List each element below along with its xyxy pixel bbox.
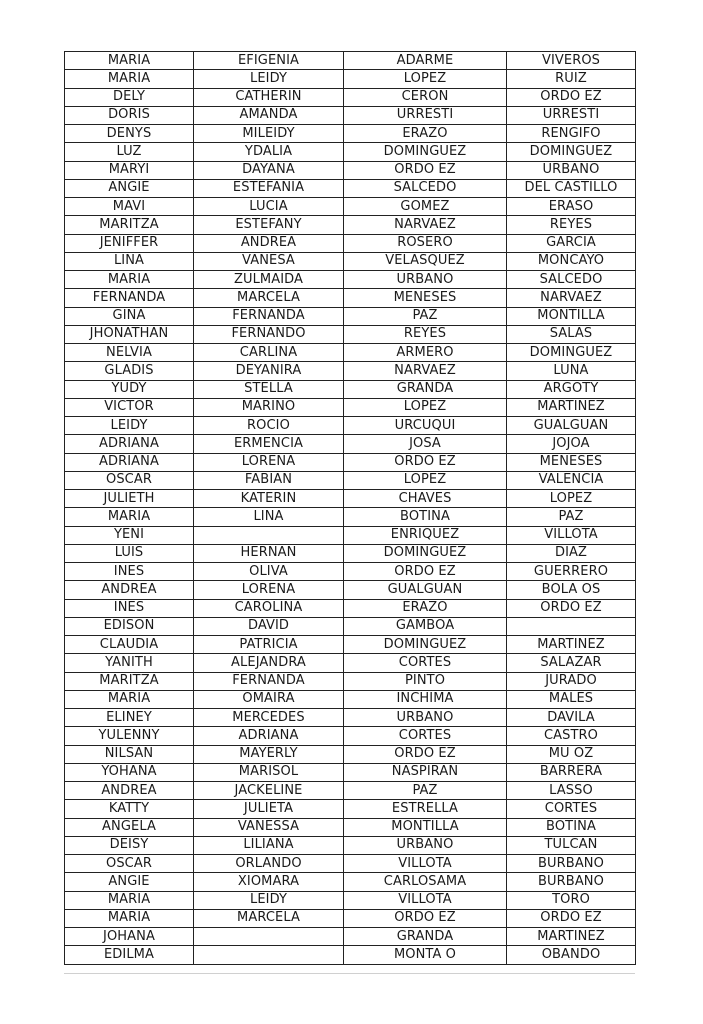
first-name-cell: INES	[65, 563, 194, 581]
second-name-cell: LEIDY	[194, 891, 344, 909]
first-surname-cell: GUALGUAN	[344, 581, 507, 599]
second-surname-cell: ORDO EZ	[507, 599, 636, 617]
second-surname-cell: BURBANO	[507, 873, 636, 891]
table-row	[65, 654, 636, 672]
table-row	[65, 398, 636, 416]
first-name-cell: JHONATHAN	[65, 325, 194, 343]
second-name-cell: ORLANDO	[194, 855, 344, 873]
first-name-cell: JOHANA	[65, 928, 194, 946]
second-name-cell: ZULMAIDA	[194, 271, 344, 289]
second-surname-cell: DIAZ	[507, 544, 636, 562]
first-surname-cell: URBANO	[344, 709, 507, 727]
table-row	[65, 818, 636, 836]
table-row	[65, 271, 636, 289]
first-name-cell: ANDREA	[65, 782, 194, 800]
table-row	[65, 453, 636, 471]
second-surname-cell: OBANDO	[507, 946, 636, 964]
first-surname-cell: DOMINGUEZ	[344, 544, 507, 562]
first-surname-cell: NARVAEZ	[344, 216, 507, 234]
first-surname-cell: NASPIRAN	[344, 763, 507, 781]
second-surname-cell: GUERRERO	[507, 563, 636, 581]
first-surname-cell: CORTES	[344, 727, 507, 745]
first-name-cell: DENYS	[65, 125, 194, 143]
second-name-cell: ALEJANDRA	[194, 654, 344, 672]
first-name-cell: YUDY	[65, 380, 194, 398]
second-surname-cell: MARTINEZ	[507, 928, 636, 946]
second-surname-cell: SALAS	[507, 325, 636, 343]
table-row	[65, 690, 636, 708]
table-row	[65, 563, 636, 581]
first-surname-cell: ENRIQUEZ	[344, 526, 507, 544]
table-row	[65, 727, 636, 745]
first-surname-cell: MONTA O	[344, 946, 507, 964]
first-surname-cell: ARMERO	[344, 344, 507, 362]
table-row	[65, 891, 636, 909]
second-name-cell: XIOMARA	[194, 873, 344, 891]
second-surname-cell: MONCAYO	[507, 252, 636, 270]
first-surname-cell: GRANDA	[344, 928, 507, 946]
table-row	[65, 709, 636, 727]
second-surname-cell: LASSO	[507, 782, 636, 800]
second-name-cell: FERNANDO	[194, 325, 344, 343]
first-name-cell: EDISON	[65, 617, 194, 635]
second-surname-cell: JOJOA	[507, 435, 636, 453]
second-surname-cell: ARGOTY	[507, 380, 636, 398]
first-name-cell: CLAUDIA	[65, 636, 194, 654]
second-surname-cell: SALCEDO	[507, 271, 636, 289]
table-row	[65, 216, 636, 234]
table-row	[65, 179, 636, 197]
first-surname-cell: LOPEZ	[344, 398, 507, 416]
first-name-cell: DELY	[65, 88, 194, 106]
first-name-cell: EDILMA	[65, 946, 194, 964]
first-name-cell: MAVI	[65, 198, 194, 216]
first-surname-cell: CERON	[344, 88, 507, 106]
second-name-cell: MARCELA	[194, 909, 344, 927]
first-name-cell: DORIS	[65, 106, 194, 124]
first-name-cell: ELINEY	[65, 709, 194, 727]
second-name-cell: JULIETA	[194, 800, 344, 818]
table-row	[65, 855, 636, 873]
second-surname-cell	[507, 617, 636, 635]
first-surname-cell: ORDO EZ	[344, 161, 507, 179]
first-name-cell: MARIA	[65, 508, 194, 526]
first-surname-cell: ERAZO	[344, 125, 507, 143]
second-name-cell: ESTEFANIA	[194, 179, 344, 197]
second-surname-cell: GARCIA	[507, 234, 636, 252]
table-row	[65, 508, 636, 526]
first-surname-cell: PAZ	[344, 782, 507, 800]
second-name-cell: PATRICIA	[194, 636, 344, 654]
table-row	[65, 125, 636, 143]
second-surname-cell: VALENCIA	[507, 471, 636, 489]
second-name-cell	[194, 928, 344, 946]
second-name-cell: KATERIN	[194, 490, 344, 508]
first-surname-cell: URBANO	[344, 836, 507, 854]
table-row	[65, 234, 636, 252]
second-surname-cell: DOMINGUEZ	[507, 344, 636, 362]
second-surname-cell: LOPEZ	[507, 490, 636, 508]
first-surname-cell: URBANO	[344, 271, 507, 289]
first-surname-cell: GOMEZ	[344, 198, 507, 216]
second-name-cell: ERMENCIA	[194, 435, 344, 453]
second-surname-cell: DEL CASTILLO	[507, 179, 636, 197]
first-surname-cell: ORDO EZ	[344, 453, 507, 471]
second-name-cell: ESTEFANY	[194, 216, 344, 234]
table-row	[65, 198, 636, 216]
first-name-cell: YENI	[65, 526, 194, 544]
second-surname-cell: MONTILLA	[507, 307, 636, 325]
second-name-cell: LORENA	[194, 581, 344, 599]
first-name-cell: NILSAN	[65, 745, 194, 763]
second-surname-cell: ERASO	[507, 198, 636, 216]
first-name-cell: ANDREA	[65, 581, 194, 599]
first-name-cell: ANGELA	[65, 818, 194, 836]
second-name-cell: LORENA	[194, 453, 344, 471]
second-name-cell: OLIVA	[194, 563, 344, 581]
second-name-cell: MAYERLY	[194, 745, 344, 763]
second-surname-cell: VILLOTA	[507, 526, 636, 544]
first-name-cell: OSCAR	[65, 471, 194, 489]
second-surname-cell: VIVEROS	[507, 52, 636, 70]
first-name-cell: MARIA	[65, 909, 194, 927]
table-row	[65, 581, 636, 599]
second-surname-cell: LUNA	[507, 362, 636, 380]
second-surname-cell: ORDO EZ	[507, 88, 636, 106]
second-name-cell: FERNANDA	[194, 672, 344, 690]
first-surname-cell: PAZ	[344, 307, 507, 325]
first-name-cell: YANITH	[65, 654, 194, 672]
second-surname-cell: BURBANO	[507, 855, 636, 873]
table-row	[65, 672, 636, 690]
first-name-cell: OSCAR	[65, 855, 194, 873]
first-name-cell: LEIDY	[65, 417, 194, 435]
second-surname-cell: URBANO	[507, 161, 636, 179]
second-name-cell: DEYANIRA	[194, 362, 344, 380]
footer-divider	[64, 973, 635, 974]
table-row	[65, 599, 636, 617]
table-row	[65, 106, 636, 124]
first-surname-cell: NARVAEZ	[344, 362, 507, 380]
table-row	[65, 143, 636, 161]
table-row	[65, 52, 636, 70]
table-row	[65, 909, 636, 927]
first-name-cell: MARIA	[65, 690, 194, 708]
second-surname-cell: GUALGUAN	[507, 417, 636, 435]
first-name-cell: JULIETH	[65, 490, 194, 508]
second-surname-cell: MARTINEZ	[507, 398, 636, 416]
second-name-cell	[194, 946, 344, 964]
second-surname-cell: MALES	[507, 690, 636, 708]
second-surname-cell: DOMINGUEZ	[507, 143, 636, 161]
table-row	[65, 946, 636, 964]
first-name-cell: MARIA	[65, 891, 194, 909]
second-surname-cell: ORDO EZ	[507, 909, 636, 927]
first-surname-cell: MONTILLA	[344, 818, 507, 836]
first-name-cell: MARIA	[65, 271, 194, 289]
second-name-cell: MILEIDY	[194, 125, 344, 143]
first-surname-cell: LOPEZ	[344, 471, 507, 489]
table-row	[65, 782, 636, 800]
first-surname-cell: ORDO EZ	[344, 909, 507, 927]
first-surname-cell: URCUQUI	[344, 417, 507, 435]
table-row	[65, 344, 636, 362]
first-name-cell: MARIA	[65, 70, 194, 88]
first-surname-cell: ROSERO	[344, 234, 507, 252]
names-table	[64, 51, 636, 965]
second-surname-cell: NARVAEZ	[507, 289, 636, 307]
second-name-cell: ADRIANA	[194, 727, 344, 745]
second-name-cell: DAYANA	[194, 161, 344, 179]
first-name-cell: VICTOR	[65, 398, 194, 416]
table-row	[65, 307, 636, 325]
second-surname-cell: DAVILA	[507, 709, 636, 727]
first-name-cell: ADRIANA	[65, 435, 194, 453]
first-surname-cell: ESTRELLA	[344, 800, 507, 818]
first-surname-cell: ORDO EZ	[344, 745, 507, 763]
table-row	[65, 763, 636, 781]
second-name-cell: STELLA	[194, 380, 344, 398]
table-row	[65, 252, 636, 270]
table-row	[65, 873, 636, 891]
second-name-cell: FABIAN	[194, 471, 344, 489]
second-name-cell: FERNANDA	[194, 307, 344, 325]
first-surname-cell: URRESTI	[344, 106, 507, 124]
second-name-cell: YDALIA	[194, 143, 344, 161]
second-name-cell: CATHERIN	[194, 88, 344, 106]
second-name-cell: ANDREA	[194, 234, 344, 252]
table-row	[65, 161, 636, 179]
second-name-cell: LUCIA	[194, 198, 344, 216]
second-name-cell: ROCIO	[194, 417, 344, 435]
first-surname-cell: JOSA	[344, 435, 507, 453]
second-surname-cell: CORTES	[507, 800, 636, 818]
first-surname-cell: DOMINGUEZ	[344, 636, 507, 654]
first-name-cell: MARYI	[65, 161, 194, 179]
second-name-cell: HERNAN	[194, 544, 344, 562]
table-row	[65, 471, 636, 489]
second-name-cell: CAROLINA	[194, 599, 344, 617]
first-name-cell: LUIS	[65, 544, 194, 562]
first-name-cell: NELVIA	[65, 344, 194, 362]
first-name-cell: GLADIS	[65, 362, 194, 380]
first-name-cell: ANGIE	[65, 179, 194, 197]
table-row	[65, 362, 636, 380]
first-surname-cell: INCHIMA	[344, 690, 507, 708]
table-row	[65, 745, 636, 763]
second-surname-cell: SALAZAR	[507, 654, 636, 672]
second-name-cell: MERCEDES	[194, 709, 344, 727]
first-surname-cell: GRANDA	[344, 380, 507, 398]
second-name-cell: DAVID	[194, 617, 344, 635]
first-name-cell: FERNANDA	[65, 289, 194, 307]
second-surname-cell: REYES	[507, 216, 636, 234]
second-surname-cell: PAZ	[507, 508, 636, 526]
second-surname-cell: MENESES	[507, 453, 636, 471]
first-surname-cell: BOTINA	[344, 508, 507, 526]
first-name-cell: MARITZA	[65, 672, 194, 690]
second-surname-cell: RUIZ	[507, 70, 636, 88]
second-name-cell: OMAIRA	[194, 690, 344, 708]
first-name-cell: DEISY	[65, 836, 194, 854]
table-row	[65, 544, 636, 562]
first-surname-cell: VELASQUEZ	[344, 252, 507, 270]
table-row	[65, 800, 636, 818]
table-row	[65, 490, 636, 508]
second-name-cell: LINA	[194, 508, 344, 526]
table-row	[65, 289, 636, 307]
second-surname-cell: RENGIFO	[507, 125, 636, 143]
names-table-body	[65, 52, 636, 965]
first-name-cell: ADRIANA	[65, 453, 194, 471]
table-row	[65, 325, 636, 343]
second-surname-cell: CASTRO	[507, 727, 636, 745]
first-surname-cell: VILLOTA	[344, 891, 507, 909]
first-surname-cell: VILLOTA	[344, 855, 507, 873]
first-surname-cell: ADARME	[344, 52, 507, 70]
second-name-cell: EFIGENIA	[194, 52, 344, 70]
first-name-cell: MARIA	[65, 52, 194, 70]
second-name-cell: CARLINA	[194, 344, 344, 362]
table-row	[65, 928, 636, 946]
table-row	[65, 70, 636, 88]
first-surname-cell: ORDO EZ	[344, 563, 507, 581]
second-surname-cell: MARTINEZ	[507, 636, 636, 654]
second-surname-cell: BOLA OS	[507, 581, 636, 599]
first-name-cell: LINA	[65, 252, 194, 270]
second-surname-cell: BARRERA	[507, 763, 636, 781]
second-surname-cell: JURADO	[507, 672, 636, 690]
first-name-cell: KATTY	[65, 800, 194, 818]
first-surname-cell: MENESES	[344, 289, 507, 307]
first-surname-cell: DOMINGUEZ	[344, 143, 507, 161]
table-row	[65, 526, 636, 544]
first-name-cell: JENIFFER	[65, 234, 194, 252]
second-name-cell: MARCELA	[194, 289, 344, 307]
table-row	[65, 417, 636, 435]
first-surname-cell: CARLOSAMA	[344, 873, 507, 891]
second-name-cell: JACKELINE	[194, 782, 344, 800]
first-name-cell: YULENNY	[65, 727, 194, 745]
second-name-cell: VANESA	[194, 252, 344, 270]
second-name-cell	[194, 526, 344, 544]
second-name-cell: LILIANA	[194, 836, 344, 854]
table-row	[65, 435, 636, 453]
second-surname-cell: TULCAN	[507, 836, 636, 854]
first-name-cell: GINA	[65, 307, 194, 325]
first-name-cell: INES	[65, 599, 194, 617]
table-row	[65, 617, 636, 635]
second-name-cell: MARISOL	[194, 763, 344, 781]
second-surname-cell: TORO	[507, 891, 636, 909]
first-surname-cell: SALCEDO	[344, 179, 507, 197]
second-name-cell: AMANDA	[194, 106, 344, 124]
second-name-cell: VANESSA	[194, 818, 344, 836]
second-name-cell: MARINO	[194, 398, 344, 416]
second-name-cell: LEIDY	[194, 70, 344, 88]
second-surname-cell: URRESTI	[507, 106, 636, 124]
first-surname-cell: CHAVES	[344, 490, 507, 508]
table-row	[65, 836, 636, 854]
first-name-cell: YOHANA	[65, 763, 194, 781]
second-surname-cell: BOTINA	[507, 818, 636, 836]
first-surname-cell: PINTO	[344, 672, 507, 690]
first-surname-cell: GAMBOA	[344, 617, 507, 635]
first-name-cell: LUZ	[65, 143, 194, 161]
first-surname-cell: REYES	[344, 325, 507, 343]
table-row	[65, 636, 636, 654]
first-surname-cell: CORTES	[344, 654, 507, 672]
second-surname-cell: MU OZ	[507, 745, 636, 763]
first-surname-cell: ERAZO	[344, 599, 507, 617]
first-name-cell: MARITZA	[65, 216, 194, 234]
first-surname-cell: LOPEZ	[344, 70, 507, 88]
table-row	[65, 88, 636, 106]
table-row	[65, 380, 636, 398]
first-name-cell: ANGIE	[65, 873, 194, 891]
